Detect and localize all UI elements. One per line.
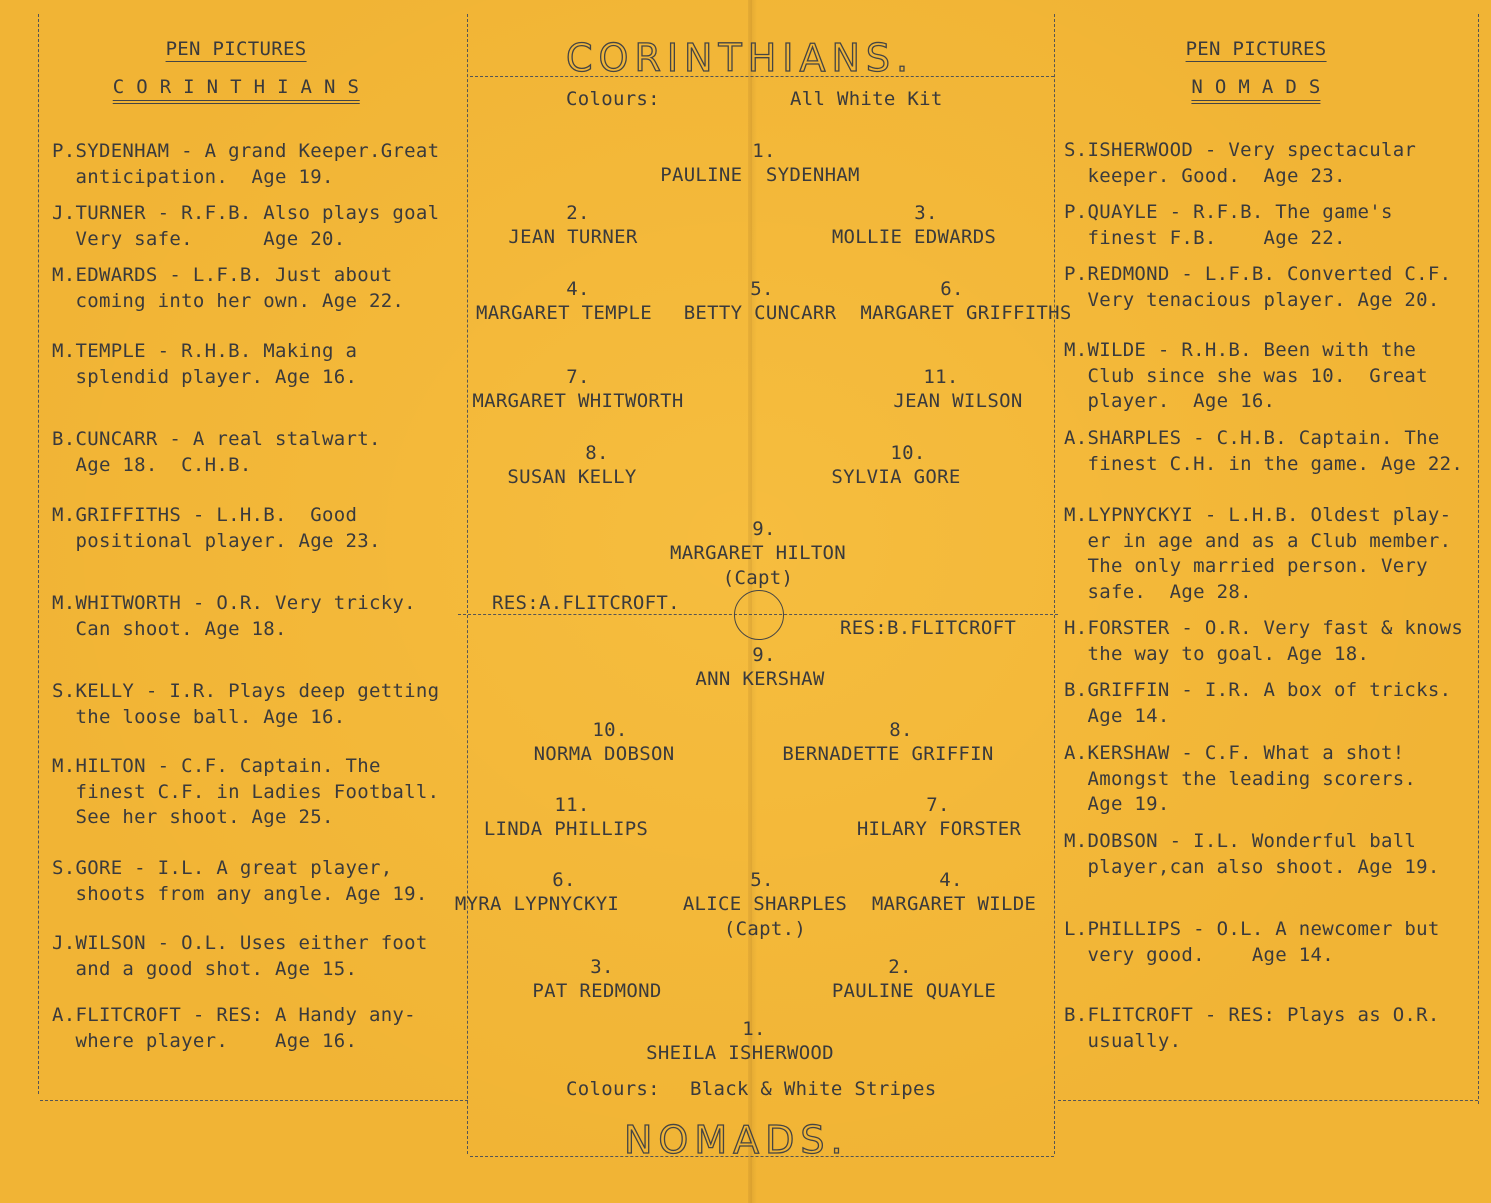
- bottom-colours-value: Black & White Stripes: [690, 1078, 937, 1100]
- right-pen-picture-line: A.KERSHAW - C.F. What a shot!: [1064, 742, 1405, 764]
- corinthians-player-name: MARGARET WHITWORTH: [472, 390, 684, 412]
- left-pen-picture-line: where player. Age 16.: [52, 1029, 358, 1052]
- right-pen-picture-line: M.LYPNYCKYI - L.H.B. Oldest play-: [1064, 504, 1452, 526]
- corinthians-player-name: JEAN WILSON: [893, 390, 1023, 412]
- left-pen-picture-line: and a good shot. Age 15.: [52, 957, 358, 980]
- left-pen-picture-line: finest C.F. in Ladies Football.: [52, 780, 440, 803]
- left-pen-picture-line: the loose ball. Age 16.: [52, 705, 346, 728]
- corinthians-player-name: MOLLIE EDWARDS: [831, 226, 997, 248]
- right-pen-picture-line: M.WILDE - R.H.B. Been with the: [1064, 339, 1417, 361]
- nomads-shirt-number: 2.: [888, 956, 912, 978]
- corinthians-shirt-number: 4.: [566, 278, 590, 300]
- left-pen-picture-line: anticipation. Age 19.: [52, 165, 334, 188]
- left-pen-picture-line: M.EDWARDS - L.F.B. Just about: [52, 264, 393, 286]
- right-pen-picture-line: er in age and as a Club member.: [1064, 529, 1452, 552]
- corinthians-player-name: SUSAN KELLY: [507, 466, 637, 488]
- left-pen-picture-line: See her shoot. Age 25.: [52, 806, 334, 828]
- left-pen-picture-line: coming into her own. Age 22.: [52, 289, 405, 312]
- top-colours-label: Colours:: [566, 88, 660, 110]
- bottom-colours-label: Colours:: [566, 1078, 660, 1100]
- corinthians-shirt-number: 1.: [752, 140, 776, 162]
- left-pen-picture-line: B.CUNCARR - A real stalwart.: [52, 428, 381, 450]
- right-panel-border: [1058, 1100, 1478, 1101]
- nomads-player-name: SHEILA ISHERWOOD: [646, 1042, 834, 1064]
- nomads-player-name: MYRA LYPNYCKYI: [454, 893, 620, 915]
- right-pen-picture-line: safe. Age 28.: [1064, 580, 1252, 603]
- nomads-player-name: NORMA DOBSON: [533, 743, 675, 765]
- right-pen-picture-line: very good. Age 14.: [1064, 943, 1334, 966]
- corinthians-title: CORINTHIANS.: [566, 36, 915, 80]
- left-pen-picture-line: M.TEMPLE - R.H.B. Making a: [52, 340, 358, 362]
- left-pen-picture-line: Age 18. C.H.B.: [52, 453, 252, 476]
- nomads-shirt-number: 3.: [590, 956, 614, 978]
- nomads-player-name: HILARY FORSTER: [856, 818, 1022, 840]
- left-pen-picture-line: J.TURNER - R.F.B. Also plays goal: [52, 202, 440, 224]
- right-pen-picture-line: finest F.B. Age 22.: [1064, 226, 1346, 249]
- right-pen-picture-line: finest C.H. in the game. Age 22.: [1064, 452, 1464, 475]
- right-pen-picture-line: Age 19.: [1064, 793, 1170, 815]
- nomads-player-name: ANN KERSHAW: [695, 668, 825, 690]
- corinthians-shirt-number: 6.: [940, 278, 964, 300]
- corinthians-shirt-number: 5.: [750, 278, 774, 300]
- right-panel-border: [1054, 14, 1055, 1154]
- corinthians-shirt-number: 2.: [566, 202, 590, 224]
- nomads-player-name: PAT REDMOND: [532, 980, 662, 1002]
- corinthians-player-name: BETTY CUNCARR: [683, 302, 837, 324]
- right-pen-picture-line: Age 14.: [1064, 704, 1170, 727]
- nomads-player-name: PAULINE QUAYLE: [831, 980, 997, 1002]
- left-panel-border: [38, 14, 39, 1094]
- corinthians-player-name: MARGARET TEMPLE: [475, 302, 653, 324]
- reserve-right: RES:B.FLITCROFT: [840, 617, 1017, 639]
- right-pen-picture-line: S.ISHERWOOD - Very spectacular: [1064, 139, 1417, 161]
- nomads-shirt-number: 9.: [752, 644, 776, 666]
- right-pen-picture-line: P.QUAYLE - R.F.B. The game's: [1064, 201, 1393, 223]
- nomads-shirt-number: 6.: [552, 869, 576, 891]
- corinthians-player-name: MARGARET GRIFFITHS: [860, 302, 1072, 324]
- nomads-shirt-number: 11.: [554, 794, 590, 816]
- right-pen-picture-line: keeper. Good. Age 23.: [1064, 164, 1346, 187]
- right-pen-picture-line: L.PHILLIPS - O.L. A newcomer but: [1064, 918, 1440, 940]
- reserve-left: RES:A.FLITCROFT.: [492, 592, 680, 614]
- left-pen-picture-line: splendid player. Age 16.: [52, 365, 358, 388]
- left-pen-picture-line: Very safe. Age 20.: [52, 227, 346, 250]
- corinthians-shirt-number: 7.: [566, 366, 590, 388]
- right-pen-picture-line: player. Age 16.: [1064, 390, 1276, 412]
- nomads-shirt-number: 4.: [939, 869, 963, 891]
- nomads-title: NOMADS.: [624, 1118, 849, 1162]
- right-pen-picture-line: B.GRIFFIN - I.R. A box of tricks.: [1064, 679, 1452, 701]
- corinthians-shirt-number: 11.: [923, 366, 959, 388]
- right-pen-picture-line: B.FLITCROFT - RES: Plays as O.R.: [1064, 1004, 1440, 1026]
- left-heading-team: C O R I N T H I A N S: [113, 76, 360, 104]
- left-pen-picture-line: positional player. Age 23.: [52, 529, 381, 552]
- corinthians-captain-mark: (Capt): [722, 567, 794, 589]
- left-pen-picture-line: M.GRIFFITHS - L.H.B. Good: [52, 504, 358, 526]
- left-pen-picture-line: J.WILSON - O.L. Uses either foot: [52, 932, 428, 954]
- nomads-shirt-number: 5.: [750, 869, 774, 891]
- nomads-player-name: LINDA PHILLIPS: [483, 818, 649, 840]
- corinthians-shirt-number: 9.: [752, 518, 776, 540]
- right-pen-picture-line: Very tenacious player. Age 20.: [1064, 288, 1440, 311]
- left-pen-picture-line: Can shoot. Age 18.: [52, 617, 287, 640]
- left-panel-border: [40, 1100, 468, 1101]
- corinthians-shirt-number: 8.: [585, 442, 609, 464]
- right-heading-team: N O M A D S: [1191, 76, 1320, 104]
- right-pen-picture-line: the way to goal. Age 18.: [1064, 642, 1370, 665]
- corinthians-player-name: MARGARET HILTON: [669, 542, 847, 564]
- left-heading-pen-pictures: PEN PICTURES: [165, 38, 307, 60]
- nomads-shirt-number: 1.: [742, 1018, 766, 1040]
- nomads-captain-mark: (Capt.): [723, 918, 807, 940]
- left-pen-picture-line: M.HILTON - C.F. Captain. The: [52, 755, 381, 777]
- left-pen-picture-line: S.KELLY - I.R. Plays deep getting: [52, 680, 440, 702]
- nomads-shirt-number: 7.: [926, 794, 950, 816]
- corinthians-shirt-number: 10.: [890, 442, 926, 464]
- left-pen-picture-line: S.GORE - I.L. A great player,: [52, 857, 393, 879]
- nomads-shirt-number: 8.: [889, 719, 913, 741]
- right-pen-picture-line: M.DOBSON - I.L. Wonderful ball: [1064, 830, 1417, 852]
- nomads-player-name: ALICE SHARPLES: [682, 893, 848, 915]
- right-pen-picture-line: H.FORSTER - O.R. Very fast & knows: [1064, 617, 1464, 639]
- right-pen-picture-line: Club since she was 10. Great: [1064, 364, 1428, 387]
- nomads-player-name: BERNADETTE GRIFFIN: [782, 743, 994, 765]
- left-pen-picture-line: A.FLITCROFT - RES: A Handy any-: [52, 1004, 416, 1026]
- right-panel-border: [1478, 14, 1479, 1104]
- right-pen-picture-line: usually.: [1064, 1029, 1182, 1052]
- left-pen-picture-line: M.WHITWORTH - O.R. Very tricky.: [52, 592, 416, 614]
- right-pen-picture-line: P.REDMOND - L.F.B. Converted C.F.: [1064, 263, 1452, 285]
- left-pen-picture-line: P.SYDENHAM - A grand Keeper.Great: [52, 140, 440, 162]
- center-circle: [734, 590, 784, 640]
- corinthians-player-name: PAULINE SYDENHAM: [660, 164, 860, 186]
- right-pen-picture-line: A.SHARPLES - C.H.B. Captain. The: [1064, 427, 1440, 449]
- left-pen-picture-line: shoots from any angle. Age 19.: [52, 882, 428, 905]
- right-pen-picture-line: The only married person. Very: [1064, 555, 1428, 577]
- corinthians-shirt-number: 3.: [914, 202, 938, 224]
- right-heading-pen-pictures: PEN PICTURES: [1185, 38, 1327, 60]
- nomads-player-name: MARGARET WILDE: [871, 893, 1037, 915]
- right-pen-picture-line: player,can also shoot. Age 19.: [1064, 855, 1440, 878]
- right-pen-picture-line: Amongst the leading scorers.: [1064, 767, 1417, 790]
- nomads-shirt-number: 10.: [592, 719, 628, 741]
- corinthians-player-name: SYLVIA GORE: [831, 466, 961, 488]
- left-panel-border: [467, 14, 468, 1154]
- top-colours-value: All White Kit: [790, 88, 943, 110]
- corinthians-player-name: JEAN TURNER: [508, 226, 638, 248]
